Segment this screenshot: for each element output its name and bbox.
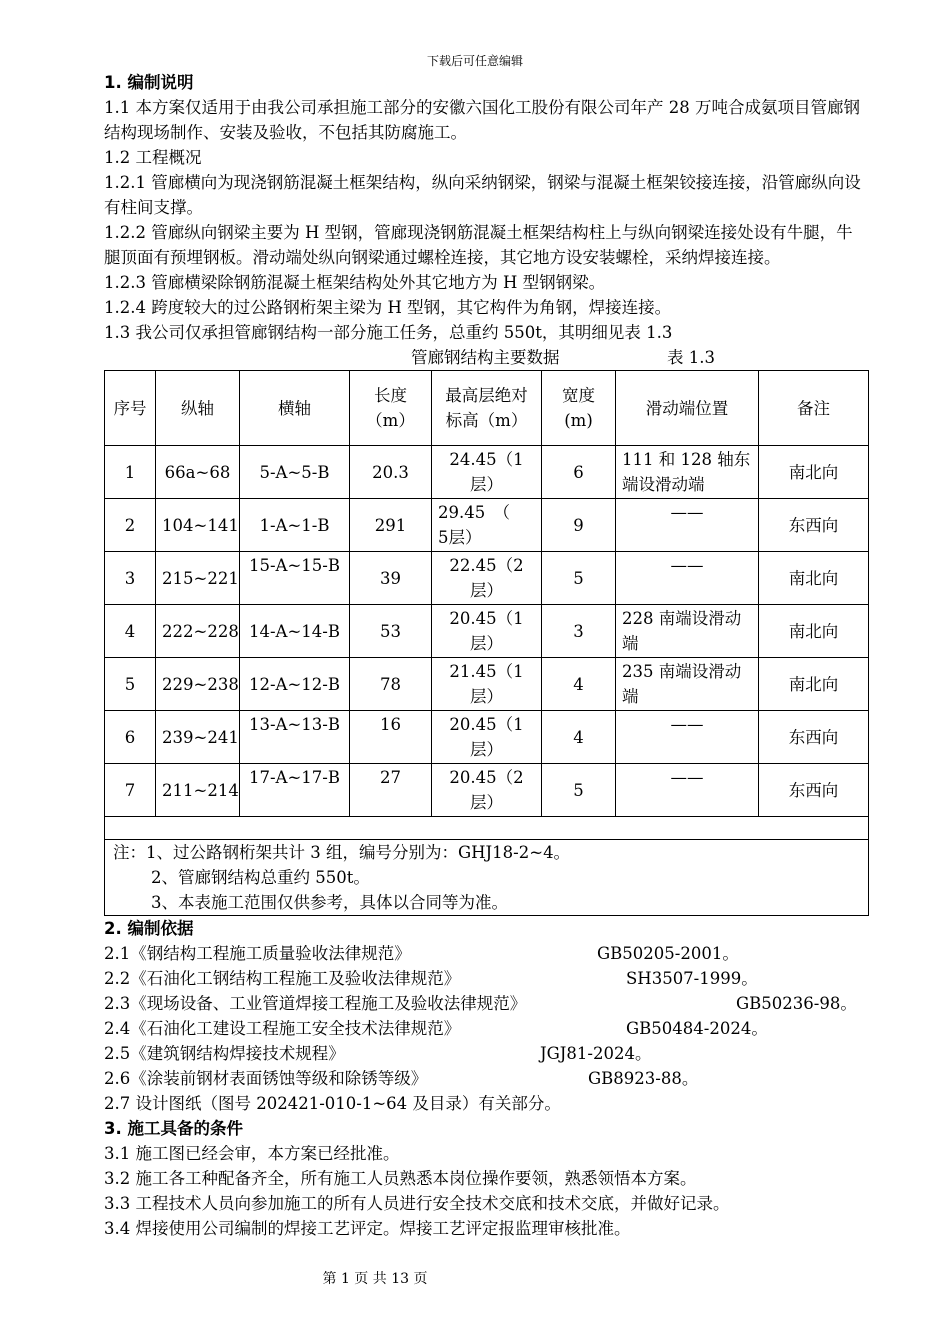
basis-item — [104, 1066, 868, 1091]
table-row — [105, 658, 869, 711]
table-cell: 229~238 — [156, 658, 240, 711]
section-2-heading: 2. 编制依据 — [104, 919, 194, 938]
table-cell: 20.45（1层） — [432, 605, 542, 658]
basis-code: GB50205-2001。 — [597, 944, 739, 963]
table-cell: 5 — [542, 552, 616, 605]
table-row — [105, 446, 869, 499]
paragraph-1-2-3: 1.2.3 管廊横梁除钢筋混凝土框架结构处外其它地方为 H 型钢钢梁。 — [104, 273, 606, 292]
basis-item — [104, 966, 868, 991]
basis-item — [104, 991, 868, 1016]
header-cell: 宽度(m) — [542, 371, 616, 446]
table-cell: 111 和 128 轴东端设滑动端 — [616, 446, 759, 499]
table-cell: 4 — [542, 711, 616, 764]
table-cell: 222~228 — [156, 605, 240, 658]
table-cell: —— — [616, 499, 759, 552]
table-caption — [104, 345, 868, 370]
table-cell: 16 — [350, 711, 432, 764]
basis-title: 2.4《石油化工建设工程施工安全技术法律规范》 — [104, 1019, 461, 1038]
table-cell: 24.45（1层） — [432, 446, 542, 499]
table-cell: 6 — [542, 446, 616, 499]
table-note-3: 3、本表施工范围仅供参考，具体以合同等为准。 — [151, 893, 508, 912]
table-cell: 9 — [542, 499, 616, 552]
basis-title: 2.2《石油化工钢结构工程施工及验收法律规范》 — [104, 969, 461, 988]
paragraph-1-2: 1.2 工程概况 — [104, 148, 202, 167]
table-cell: 7 — [105, 764, 156, 817]
paragraph-1-2-4: 1.2.4 跨度较大的过公路钢桁架主梁为 H 型钢，其它构件为角钢，焊接连接。 — [104, 298, 672, 317]
header-cell: 序号 — [105, 371, 156, 446]
basis-code: GB8923-88。 — [588, 1069, 699, 1088]
table-cell: 235 南端设滑动端 — [616, 658, 759, 711]
table-cell: 1 — [105, 446, 156, 499]
table-cell: 14-A~14-B — [240, 605, 350, 658]
basis-title: 2.3《现场设备、工业管道焊接工程施工及验收法律规范》 — [104, 994, 527, 1013]
table-notes-row — [105, 840, 869, 916]
basis-code: SH3507-1999。 — [626, 969, 758, 988]
table-cell: 291 — [350, 499, 432, 552]
basis-code: JGJ81-2024。 — [540, 1044, 652, 1063]
table-cell: 5 — [105, 658, 156, 711]
table-cell: 15-A~15-B — [240, 552, 350, 605]
header-cell: 横轴 — [240, 371, 350, 446]
page-footer: 第 1 页 共 13 页 — [322, 1271, 428, 1287]
table-header-row — [105, 371, 869, 446]
table-cell: 2 — [105, 499, 156, 552]
table-cell: 3 — [542, 605, 616, 658]
table-cell: 20.3 — [350, 446, 432, 499]
table-cell: 17-A~17-B — [240, 764, 350, 817]
table-cell: 66a~68 — [156, 446, 240, 499]
table-cell: 21.45（1层） — [432, 658, 542, 711]
table-cell: 南北向 — [759, 658, 869, 711]
pipe-rack-data-table — [104, 370, 869, 916]
table-cell: 215~221 — [156, 552, 240, 605]
basis-item-drawings: 2.7 设计图纸（图号 202421-010-1~64 及目录）有关部分。 — [104, 1094, 561, 1113]
table-row — [105, 605, 869, 658]
table-caption-title: 管廊钢结构主要数据 — [411, 348, 560, 367]
table-row — [105, 764, 869, 817]
header-cell: 长度（m） — [350, 371, 432, 446]
basis-item — [104, 1016, 868, 1041]
table-cell: 南北向 — [759, 552, 869, 605]
table-cell: 39 — [350, 552, 432, 605]
table-cell: 6 — [105, 711, 156, 764]
basis-code: GB50236-98。 — [736, 994, 857, 1013]
basis-item — [104, 1041, 868, 1066]
table-cell: 东西向 — [759, 499, 869, 552]
paragraph-1-2-2: 1.2.2 管廊纵向钢梁主要为 H 型钢，管廊现浇钢筋混凝土框架结构柱上与纵向钢梁连接处设有牛腿，牛腿顶面有预埋钢板。滑动端处纵向钢梁通过螺栓连接，其它地方设安装螺栓，采纳焊接连接。 — [104, 223, 853, 267]
table-cell: 228 南端设滑动端 — [616, 605, 759, 658]
table-cell: 4 — [105, 605, 156, 658]
header-cell: 纵轴 — [156, 371, 240, 446]
paragraph-1-2-1: 1.2.1 管廊横向为现浇钢筋混凝土框架结构，纵向采纳钢梁，钢梁与混凝土框架铰接连接，沿管廊纵向设有柱间支撑。 — [104, 173, 861, 217]
section-3-heading: 3. 施工具备的条件 — [104, 1119, 243, 1138]
table-cell: 22.45（2层） — [432, 552, 542, 605]
table-cell: 东西向 — [759, 711, 869, 764]
header-cell: 滑动端位置 — [616, 371, 759, 446]
table-row — [105, 552, 869, 605]
condition-item: 3.4 焊接使用公司编制的焊接工艺评定。焊接工艺评定报监理审核批准。 — [104, 1219, 631, 1238]
table-cell: —— — [616, 764, 759, 817]
table-cell: 239~241 — [156, 711, 240, 764]
table-cell: 13-A~13-B — [240, 711, 350, 764]
table-note-2: 2、管廊钢结构总重约 550t。 — [151, 868, 370, 887]
table-row — [105, 499, 869, 552]
table-cell: 南北向 — [759, 605, 869, 658]
header-cell: 备注 — [759, 371, 869, 446]
header-cell: 最高层绝对标高（m） — [432, 371, 542, 446]
table-cell: 53 — [350, 605, 432, 658]
section-1-heading: 1. 编制说明 — [104, 73, 194, 92]
table-cell: 5 — [542, 764, 616, 817]
table-row — [105, 711, 869, 764]
table-cell: 4 — [542, 658, 616, 711]
table-cell: 3 — [105, 552, 156, 605]
condition-item: 3.1 施工图已经会审，本方案已经批准。 — [104, 1144, 400, 1163]
table-cell: 20.45（1层） — [432, 711, 542, 764]
table-cell: 211~214 — [156, 764, 240, 817]
table-cell: 27 — [350, 764, 432, 817]
table-cell: 5-A~5-B — [240, 446, 350, 499]
basis-title: 2.5《建筑钢结构焊接技术规程》 — [104, 1044, 345, 1063]
table-caption-number: 表 1.3 — [667, 348, 715, 367]
basis-title: 2.1《钢结构工程施工质量验收法律规范》 — [104, 944, 411, 963]
basis-item — [104, 941, 868, 966]
table-note-1: 注：1、过公路钢桁架共计 3 组，编号分别为：GHJ18-2~4。 — [113, 843, 571, 862]
basis-title: 2.6《涂装前钢材表面锈蚀等级和除锈等级》 — [104, 1069, 428, 1088]
condition-item: 3.3 工程技术人员向参加施工的所有人员进行安全技术交底和技术交底，并做好记录。 — [104, 1194, 730, 1213]
table-cell: 南北向 — [759, 446, 869, 499]
header-note: 下载后可任意编辑 — [426, 54, 523, 68]
table-cell: 1-A~1-B — [240, 499, 350, 552]
table-cell: 104~141 — [156, 499, 240, 552]
table-cell: —— — [616, 552, 759, 605]
table-cell: 东西向 — [759, 764, 869, 817]
basis-code: GB50484-2024。 — [626, 1019, 768, 1038]
table-cell: 12-A~12-B — [240, 658, 350, 711]
document-body — [104, 70, 868, 1241]
table-spacer-row — [105, 817, 869, 840]
table-cell: 20.45（2层） — [432, 764, 542, 817]
condition-item: 3.2 施工各工种配备齐全，所有施工人员熟悉本岗位操作要领，熟悉领悟本方案。 — [104, 1169, 697, 1188]
paragraph-1-1: 1.1 本方案仅适用于由我公司承担施工部分的安徽六国化工股份有限公司年产 28 万吨合成氨项目管廊钢结构现场制作、安装及验收，不包括其防腐施工。 — [104, 98, 860, 142]
table-cell: 29.45 （ 5层） — [432, 499, 542, 552]
table-notes-cell — [105, 840, 869, 916]
table-spacer-cell — [105, 817, 869, 840]
table-cell: —— — [616, 711, 759, 764]
table-cell: 78 — [350, 658, 432, 711]
paragraph-1-3: 1.3 我公司仅承担管廊钢结构一部分施工任务，总重约 550t，其明细见表 1.3 — [104, 323, 673, 342]
